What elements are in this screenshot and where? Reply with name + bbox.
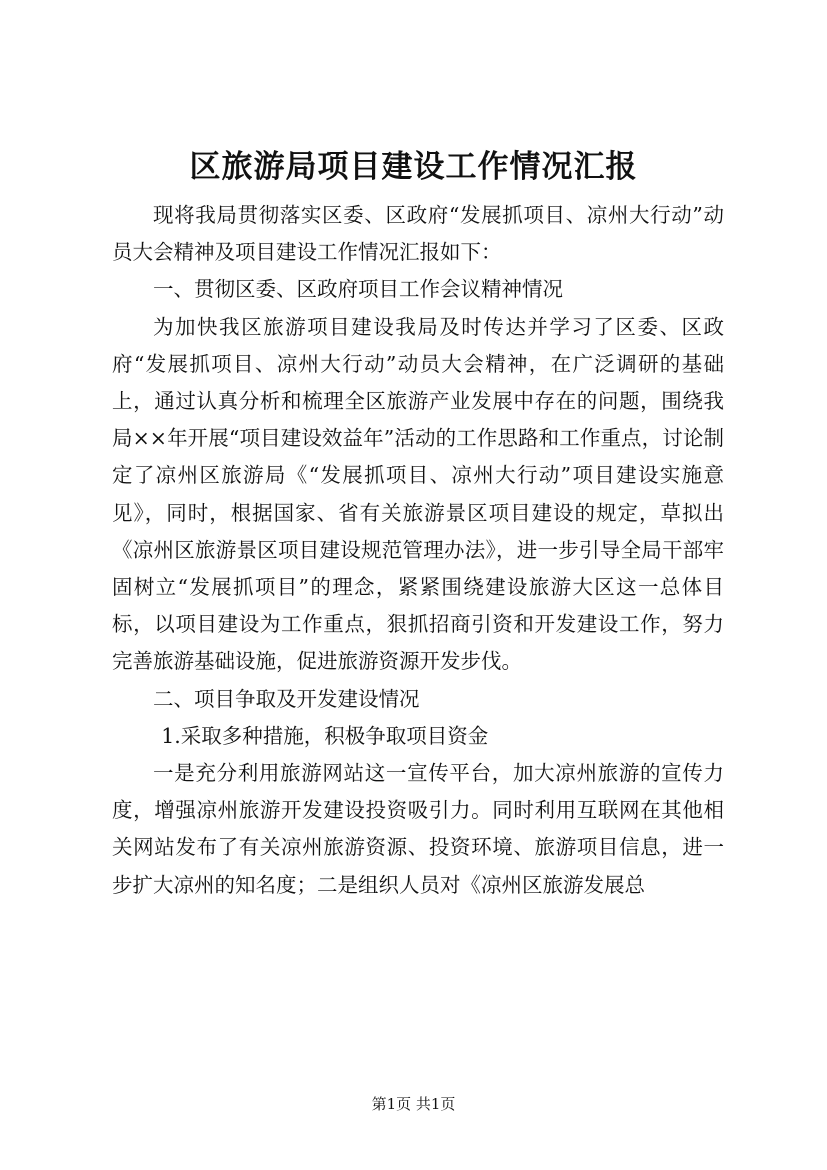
page-footer: 第1页 共1页 bbox=[371, 1095, 456, 1113]
section-1-paragraph: 为加快我区旅游项目建设我局及时传达并学习了区委、区政府“发展抓项目、凉州大行动”动员大会精神，在广泛调研的基础上，通过认真分析和梳理全区旅游产业发展中存在的问题，围绕我局××年开展“项目建设效益年”活动的工作思路和工作重点，讨论制定了凉州区旅游局《“发展抓项目、凉州大行动”项目建设实施意见》，同时，根据国家、省有关旅游景区项目建设的规定，草拟出《凉州区旅游景区项目建设规范管理办法》，进一步引导全局干部牢固树立“发展抓项目”的理念，紧紧围绕建设旅游大区这一总体目标，以项目建设为工作重点，狠抓招商引资和开发建设工作，努力完善旅游基础设施，促进旅游资源开发步伐。 bbox=[112, 314, 724, 674]
subsection-heading-1: 1.采取多种措施，积极争取项目资金 bbox=[161, 723, 489, 748]
subsection-1-paragraph: 一是充分利用旅游网站这一宣传平台，加大凉州旅游的宣传力度，增强凉州旅游开发建设投资吸引力。同时利用互联网在其他相关网站发布了有关凉州旅游资源、投资环境、旅游项目信息，进一步扩大凉州的知名度；二是组织人员对《凉州区旅游发展总 bbox=[112, 761, 724, 897]
intro-paragraph: 现将我局贯彻落实区委、区政府“发展抓项目、凉州大行动”动员大会精神及项目建设工作情况汇报如下： bbox=[112, 203, 724, 265]
section-heading-1: 一、贯彻区委、区政府项目工作会议精神情况 bbox=[153, 277, 563, 302]
document-body bbox=[112, 197, 724, 904]
section-heading-2: 二、项目争取及开发建设情况 bbox=[153, 686, 420, 711]
document-title: 区旅游局项目建设工作情况汇报 bbox=[189, 149, 638, 185]
